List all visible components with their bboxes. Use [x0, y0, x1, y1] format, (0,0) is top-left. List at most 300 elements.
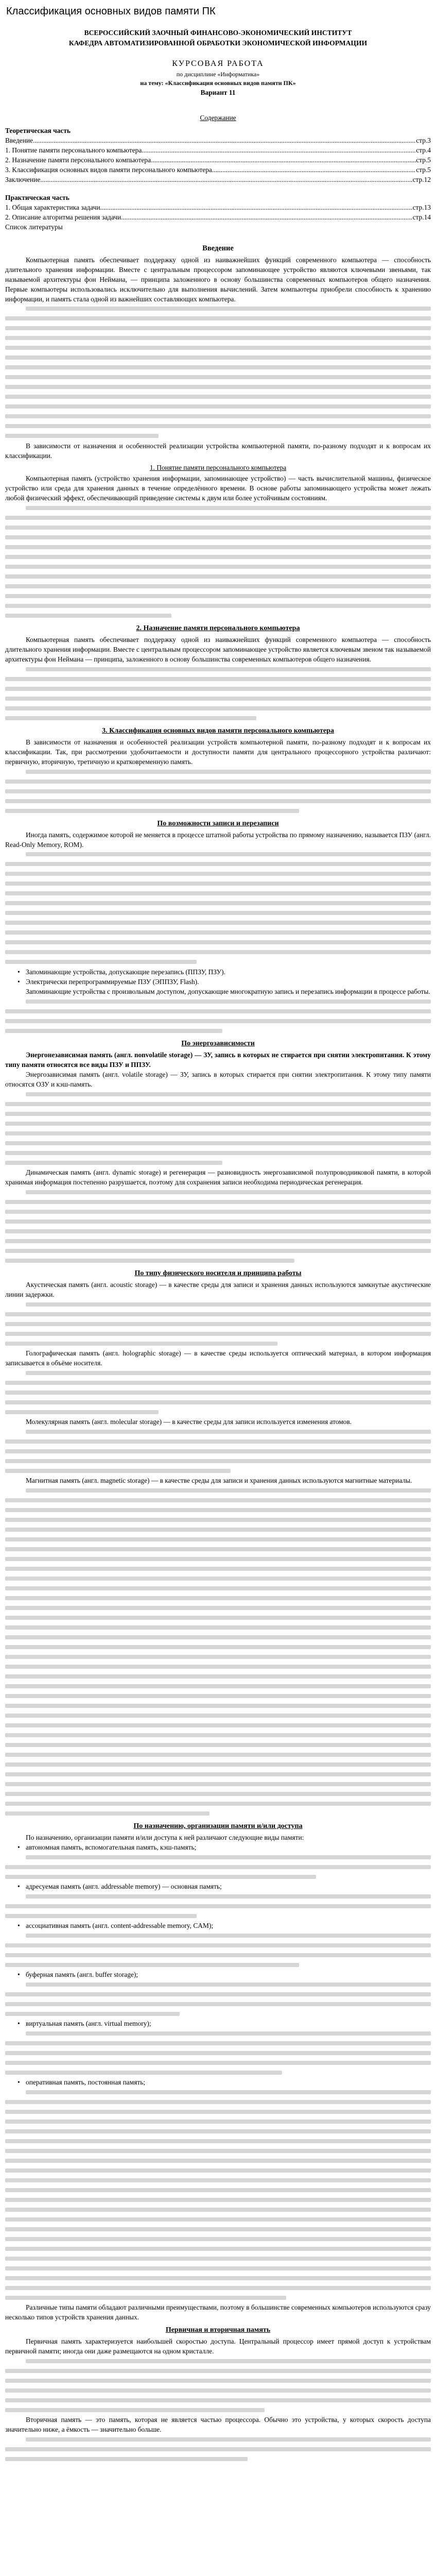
text-line: [5, 703, 431, 713]
text-line: [5, 1387, 431, 1397]
text-line-bar: [5, 891, 431, 895]
text-line-bar: [5, 1019, 431, 1023]
text-line-bar: [5, 1645, 431, 1649]
text-line: [5, 542, 431, 552]
intro-title: Введение: [202, 244, 234, 253]
text-line: [5, 1207, 431, 1216]
toc-item-page: стр.13: [412, 204, 431, 212]
text-line-bar: [5, 1684, 431, 1688]
text-line-bar: [5, 1665, 431, 1669]
text-block: [5, 1427, 431, 1476]
text-line: [5, 1662, 431, 1671]
text-line-bar: [5, 2408, 265, 2412]
text-line: [5, 1979, 431, 1989]
text-line-bar: [5, 921, 431, 925]
text-line-bar: [5, 2168, 431, 2173]
text-line: [5, 2366, 431, 2376]
text-line: [5, 1583, 431, 1593]
text-line-bar: [5, 2276, 431, 2280]
text-line-bar: [5, 414, 431, 418]
text-line: [5, 1456, 431, 1466]
text-line-bar: [5, 2110, 431, 2114]
text-line: [5, 1338, 431, 1348]
text-line-bar: [5, 1312, 431, 1316]
text-block: [5, 1930, 431, 1970]
text-line: [5, 1378, 431, 1387]
text-line-bar: [5, 545, 431, 549]
text-line: [5, 1681, 431, 1691]
text-line: [5, 503, 431, 513]
section-3-paragraph-1: В зависимости от назначения и особенностей реализации устройств компьютерной памяти, по-разному подходят и к вопросам их классификации. Так, при рассмотрении удобочитаемости и доступности памяти для центрального процессорного устройства различают: первичную, вторичную, третичную и кратковременную память.: [5, 738, 431, 766]
physical-paragraph-3: Молекулярная память (англ. molecular storage) — в качестве среды для записи используется изменения атомов.: [26, 1418, 352, 1426]
access-bullet-4: • буферная память (англ. buffer storage);: [5, 1970, 431, 1979]
text-line-bar: [5, 526, 431, 530]
text-line-bar: [5, 1141, 431, 1145]
text-line: [5, 421, 431, 431]
text-line-bar: [5, 1733, 431, 1737]
text-line: [5, 2434, 431, 2444]
text-line-bar: [5, 1865, 431, 1869]
text-line: [5, 850, 431, 859]
text-line-bar: [5, 2002, 431, 2006]
text-line-bar: [5, 2188, 431, 2192]
text-line: [5, 1089, 431, 1099]
text-line: [5, 957, 431, 967]
text-block: [5, 1368, 431, 1417]
text-line: [5, 2087, 431, 2097]
toc-dot-leader: [142, 145, 416, 155]
text-line: [5, 513, 431, 522]
text-line-bar: [5, 930, 431, 935]
toc-item-page: стр.5: [416, 165, 431, 174]
text-line: [5, 571, 431, 581]
text-line-bar: [5, 2061, 431, 2065]
text-line: [5, 2185, 431, 2195]
toc-item-text: 2. Назначение памяти персонального компьютера: [5, 156, 151, 164]
text-block: [5, 304, 431, 441]
text-line: [5, 1930, 431, 1940]
text-line-bar: [5, 2129, 431, 2133]
access-title: По назначению, организации памяти и/или доступа: [133, 1822, 303, 1831]
text-line-bar: [5, 2071, 282, 2075]
toc-item-text: 2. Описание алгоритма решения задачи: [5, 213, 121, 222]
text-line: [5, 1593, 431, 1603]
text-line-bar: [5, 2208, 431, 2212]
rewrite-paragraph: Иногда память, содержимое которой не меняется в процессе штатной работы устройства по прямому назначению, называется ПЗУ (англ. Read-Only Memory, ROM).: [5, 831, 431, 849]
text-block: [5, 2087, 431, 2302]
text-line: [5, 1911, 431, 1921]
text-line: [5, 2356, 431, 2366]
toc-dot-leader: [212, 165, 416, 175]
text-line: [5, 314, 431, 324]
text-line-bar: [26, 1894, 431, 1899]
text-line: [5, 1940, 431, 1950]
rewrite-bullet-2: • Электрически перепрограммируемые ПЗУ (ЭППЗУ, Flash).: [5, 977, 431, 987]
text-block: [5, 1852, 431, 1882]
text-line-bar: [5, 1161, 222, 1165]
text-line-bar: [5, 1102, 431, 1106]
text-line-bar: [5, 1772, 431, 1776]
text-line: [5, 2136, 431, 2146]
text-line-bar: [5, 565, 431, 569]
text-line: [5, 392, 431, 402]
text-line: [5, 431, 431, 441]
text-line-bar: [5, 1577, 431, 1581]
text-line: [5, 879, 431, 889]
text-line: [5, 674, 431, 684]
text-line: [5, 2146, 431, 2156]
text-line-bar: [5, 516, 431, 520]
toc-item-text: 1. Общая характеристика задачи: [5, 204, 100, 212]
text-line: [5, 1632, 431, 1642]
text-line-bar: [5, 901, 431, 905]
text-line-bar: [5, 2247, 431, 2251]
text-line: [5, 363, 431, 372]
text-line-bar: [26, 1092, 431, 1096]
text-line: [5, 1622, 431, 1632]
text-line: [5, 1397, 431, 1407]
intro-paragraph-1: Компьютерная память обеспечивает поддержку одной из наиважнейших функций современного компьютера — способность длительного хранения информации. Вместе с центральным процессором запоминающее устройство являются ключевыми звеньями, так называемой архитектуры фон Неймана, — принципа заложенного в основу большинства современных компьютеров общего назначения. Первые компьютеры использовались исключительно для выполнения вычислений. Затем компьютеры приобрели способность к хранению информации, и память стала одной из важнейших составляющих компьютера.: [5, 256, 431, 303]
text-line: [5, 1109, 431, 1118]
toc-dot-leader: [151, 155, 416, 165]
text-line-bar: [26, 1430, 431, 1434]
text-line-bar: [5, 2266, 431, 2270]
text-line-bar: [5, 1508, 431, 1512]
text-line-bar: [5, 1131, 431, 1136]
text-line-bar: [5, 434, 159, 438]
text-line-bar: [5, 1723, 431, 1727]
text-line-bar: [26, 667, 431, 671]
text-line: [5, 2253, 431, 2263]
text-line-bar: [5, 1391, 431, 1395]
physical-paragraph-1: Акустическая память (англ. acoustic storage) — в качестве среды для записи и хранения данных используются замкнутые акустические линии задержки.: [5, 1280, 431, 1298]
text-line: [5, 2224, 431, 2234]
text-line-bar: [26, 506, 431, 510]
primary-paragraph-2: Вторичная память — это память, которая не является частью процессора. Обычно это устройства, у которых скорость доступа значительно ниже, а ёмкость — значительно больше.: [5, 2416, 431, 2434]
text-line: [5, 1016, 431, 1026]
text-block: [5, 664, 431, 723]
text-line-bar: [5, 555, 431, 559]
text-line: [5, 1026, 431, 1036]
text-line-bar: [5, 911, 431, 915]
text-line-bar: [5, 1992, 431, 1996]
text-line-bar: [5, 940, 431, 944]
text-line-bar: [5, 385, 431, 389]
text-line-bar: [5, 355, 431, 360]
text-block: [5, 1089, 431, 1167]
text-block: [5, 1979, 431, 2019]
subsection-rewrite-title: По возможности записи и перезаписи: [157, 820, 279, 827]
text-block: [5, 1485, 431, 1818]
text-line: [5, 1950, 431, 1960]
toc-title: Содержание: [200, 113, 236, 122]
text-line: [5, 1236, 431, 1246]
work-kind: КУРСОВАЯ РАБОТА: [172, 59, 264, 68]
text-line: [5, 1427, 431, 1436]
text-line: [5, 2444, 431, 2454]
text-line: [5, 2244, 431, 2253]
toc-item-text: 1. Понятие памяти персонального компьютера: [5, 146, 142, 154]
text-block: [5, 767, 431, 816]
text-block: [5, 850, 431, 967]
text-line-bar: [5, 2159, 431, 2163]
text-line: [5, 2195, 431, 2205]
text-line: [5, 1368, 431, 1378]
text-line: [5, 1524, 431, 1534]
text-line: [5, 806, 431, 816]
rewrite-paragraph-2: Запоминающие устройства с произвольным доступом, допускающие многократную запись и перезапись информации в процессе работы.: [26, 988, 430, 995]
toc-dot-leader: [100, 202, 413, 212]
access-bullet-3: • ассоциативная память (англ. content-addressable memory, CAM);: [5, 1921, 431, 1930]
text-block: [5, 996, 431, 1036]
text-line: [5, 1960, 431, 1970]
text-line: [5, 664, 431, 674]
intro-paragraph-2: В зависимости от назначения и особенностей реализации устройства компьютерной памяти, по-разному подходят и к вопросам их классификации.: [5, 442, 431, 460]
section-1-title: 1. Понятие памяти персонального компьютера: [149, 463, 287, 471]
text-line: [5, 1999, 431, 2009]
text-line-bar: [5, 316, 431, 320]
text-line: [5, 2385, 431, 2395]
text-line-bar: [26, 1934, 431, 1938]
text-line-bar: [5, 706, 431, 710]
text-line-bar: [5, 326, 431, 330]
text-line: [5, 2273, 431, 2283]
text-line-bar: [5, 1122, 431, 1126]
toc-dot-leader: [33, 135, 416, 145]
text-line-bar: [5, 574, 431, 579]
text-line: [5, 1006, 431, 1016]
text-line-bar: [5, 1782, 431, 1786]
text-line: [5, 2175, 431, 2185]
text-line: [5, 2395, 431, 2405]
text-line-bar: [5, 2296, 286, 2300]
text-line: [5, 1779, 431, 1789]
text-line-bar: [5, 1547, 431, 1551]
text-line-bar: [5, 2369, 431, 2373]
text-line-bar: [5, 1249, 431, 1253]
toc-item: [5, 165, 431, 175]
text-line: [5, 899, 431, 908]
access-bullet-6: • оперативная память, постоянная память;: [5, 2077, 431, 2087]
text-line-bar: [5, 2257, 431, 2261]
text-line-bar: [5, 1009, 431, 1013]
text-line: [5, 1216, 431, 1226]
text-line: [5, 611, 431, 620]
text-line: [5, 1099, 431, 1109]
text-line: [5, 1691, 431, 1701]
text-line: [5, 2293, 431, 2302]
text-line: [5, 889, 431, 899]
text-line: [5, 1226, 431, 1236]
text-line-bar: [5, 1239, 431, 1243]
text-line-bar: [26, 2359, 431, 2363]
text-line: [5, 2156, 431, 2165]
text-line: [5, 1573, 431, 1583]
text-line: [5, 1436, 431, 1446]
text-line: [5, 324, 431, 333]
text-line-bar: [5, 346, 431, 350]
text-line: [5, 2048, 431, 2058]
text-line-bar: [5, 1112, 431, 1116]
text-line: [5, 2214, 431, 2224]
text-line: [5, 1118, 431, 1128]
toc-bibliography: Список литературы: [5, 223, 63, 231]
text-line: [5, 2058, 431, 2067]
text-line-bar: [5, 2379, 431, 2383]
text-line: [5, 2234, 431, 2244]
text-line: [5, 581, 431, 591]
text-line-bar: [5, 2041, 431, 2045]
text-block: [5, 1187, 431, 1265]
text-line-bar: [5, 779, 431, 784]
text-line: [5, 1564, 431, 1573]
text-line-bar: [5, 1219, 431, 1224]
text-line-bar: [5, 2217, 431, 2222]
text-line: [5, 2454, 431, 2464]
text-line: [5, 591, 431, 601]
text-line-bar: [5, 1557, 431, 1561]
text-line: [5, 1148, 431, 1158]
text-line-bar: [5, 1537, 431, 1541]
section-1-paragraph: Компьютерная память (устройство хранения информации, запоминающее устройство) — часть вычислительной машины, физическое устройство или среда для хранения данных в течение определённого времени. В основе работы запоминающего устройства может лежать любой физический эффект, обеспечивающий приведение системы к двум или более устойчивым состояниям.: [5, 474, 431, 502]
text-line: [5, 693, 431, 703]
access-bullet-1: • автономная память, вспомогательная память, кэш-память;: [5, 1842, 431, 1852]
text-line: [5, 1495, 431, 1505]
text-line-bar: [5, 1625, 431, 1630]
text-line-bar: [5, 2457, 248, 2461]
toc-item-text: 3. Классификация основных видов памяти персонального компьютера: [5, 165, 212, 174]
text-line: [5, 1720, 431, 1730]
document-title: Классификация основных видов памяти ПК: [6, 6, 216, 17]
text-line: [5, 1319, 431, 1329]
text-line: [5, 1759, 431, 1769]
text-line: [5, 947, 431, 957]
text-line-bar: [5, 2139, 431, 2143]
text-line: [5, 1799, 431, 1808]
text-line-bar: [5, 1753, 431, 1757]
text-line-bar: [26, 1190, 431, 1194]
text-line: [5, 1158, 431, 1167]
text-line-bar: [26, 307, 431, 311]
text-line-bar: [26, 1488, 431, 1493]
section-3-title: 3. Классификация основных видов памяти персонального компьютера: [102, 727, 334, 735]
text-line: [5, 1309, 431, 1319]
text-line: [5, 1446, 431, 1456]
text-line-bar: [5, 2388, 431, 2393]
toc-item-page: стр.3: [416, 136, 431, 144]
text-line-bar: [26, 2031, 431, 2036]
text-line-bar: [5, 1792, 431, 1796]
text-line-bar: [5, 1914, 197, 1918]
text-line-bar: [5, 2447, 431, 2451]
text-line: [5, 1730, 431, 1740]
text-line-bar: [26, 2437, 431, 2442]
text-line: [5, 353, 431, 363]
toc-item: [5, 155, 431, 165]
text-line-bar: [5, 535, 431, 539]
text-block: [5, 2028, 431, 2077]
toc-item-page: стр.12: [412, 175, 431, 183]
text-line-bar: [5, 1449, 431, 1453]
text-line: [5, 2009, 431, 2019]
toc-item-page: стр.4: [416, 146, 431, 154]
primary-title: Первичная и вторичная память: [165, 2326, 271, 2334]
text-line: [5, 1407, 431, 1417]
text-line-bar: [26, 2090, 431, 2094]
text-line-bar: [5, 1875, 316, 1879]
text-line: [5, 2028, 431, 2038]
text-line: [5, 2116, 431, 2126]
text-line: [5, 2405, 431, 2415]
text-line: [5, 1299, 431, 1309]
text-line-bar: [26, 852, 431, 856]
text-line-bar: [5, 1616, 431, 1620]
text-line: [5, 1505, 431, 1515]
text-line-bar: [5, 1963, 299, 1967]
toc-theory-title: Теоретическая часть: [5, 126, 71, 134]
text-line-bar: [5, 2178, 431, 2182]
text-line-bar: [5, 872, 431, 876]
text-line-bar: [5, 1606, 431, 1610]
text-line: [5, 2205, 431, 2214]
department-header: КАФЕДРА АВТОМАТИЗИРОВАННОЙ ОБРАБОТКИ ЭКОНОМИЧЕСКОЙ ИНФОРМАЦИИ: [68, 39, 368, 47]
section-2-title: 2. Назначение памяти персонального компьютера: [136, 624, 300, 633]
text-block: [5, 1299, 431, 1348]
text-line-bar: [5, 1762, 431, 1767]
text-line: [5, 786, 431, 796]
text-line-bar: [5, 862, 431, 866]
text-line-bar: [26, 1302, 431, 1307]
text-line-bar: [5, 2286, 431, 2290]
text-line: [5, 1872, 431, 1882]
discipline: по дисциплине «Информатика»: [176, 70, 260, 78]
text-line-bar: [5, 1674, 431, 1679]
text-line: [5, 2107, 431, 2116]
text-line: [5, 1613, 431, 1622]
text-line: [5, 304, 431, 314]
text-line-bar: [5, 1802, 431, 1806]
text-line: [5, 372, 431, 382]
text-line-bar: [5, 365, 431, 369]
text-line: [5, 996, 431, 1006]
text-line-bar: [5, 2120, 431, 2124]
text-line-bar: [5, 960, 197, 964]
toc-item-text: Заключение: [5, 175, 41, 183]
text-line: [5, 1891, 431, 1901]
physical-title: По типу физического носителя и принципа работы: [134, 1269, 302, 1278]
text-line-bar: [5, 375, 431, 379]
text-line-bar: [5, 1259, 294, 1263]
text-line-bar: [5, 1518, 431, 1522]
ministry-header: ВСЕРОССИЙСКИЙ ЗАОЧНЫЙ ФИНАНСОВО-ЭКОНОМИЧЕСКИЙ ИНСТИТУТ: [84, 29, 352, 37]
text-line: [5, 1544, 431, 1554]
text-line: [5, 1329, 431, 1338]
text-line-bar: [5, 1811, 210, 1816]
toc-item-page: стр.14: [412, 213, 431, 222]
text-line-bar: [5, 1381, 431, 1385]
text-line-bar: [5, 1567, 431, 1571]
text-line-bar: [5, 1904, 431, 1908]
text-line-bar: [5, 1469, 231, 1473]
access-bullet-5: • виртуальная память (англ. virtual memory);: [5, 2019, 431, 2028]
text-line: [5, 1750, 431, 1759]
physical-paragraph-4: Магнитная память (англ. magnetic storage) — в качестве среды для записи и хранения данных используются магнитные материалы.: [26, 1477, 412, 1485]
text-line: [5, 1554, 431, 1564]
text-line-bar: [5, 716, 256, 720]
text-line: [5, 1769, 431, 1779]
text-line: [5, 2376, 431, 2385]
text-line: [5, 1740, 431, 1750]
